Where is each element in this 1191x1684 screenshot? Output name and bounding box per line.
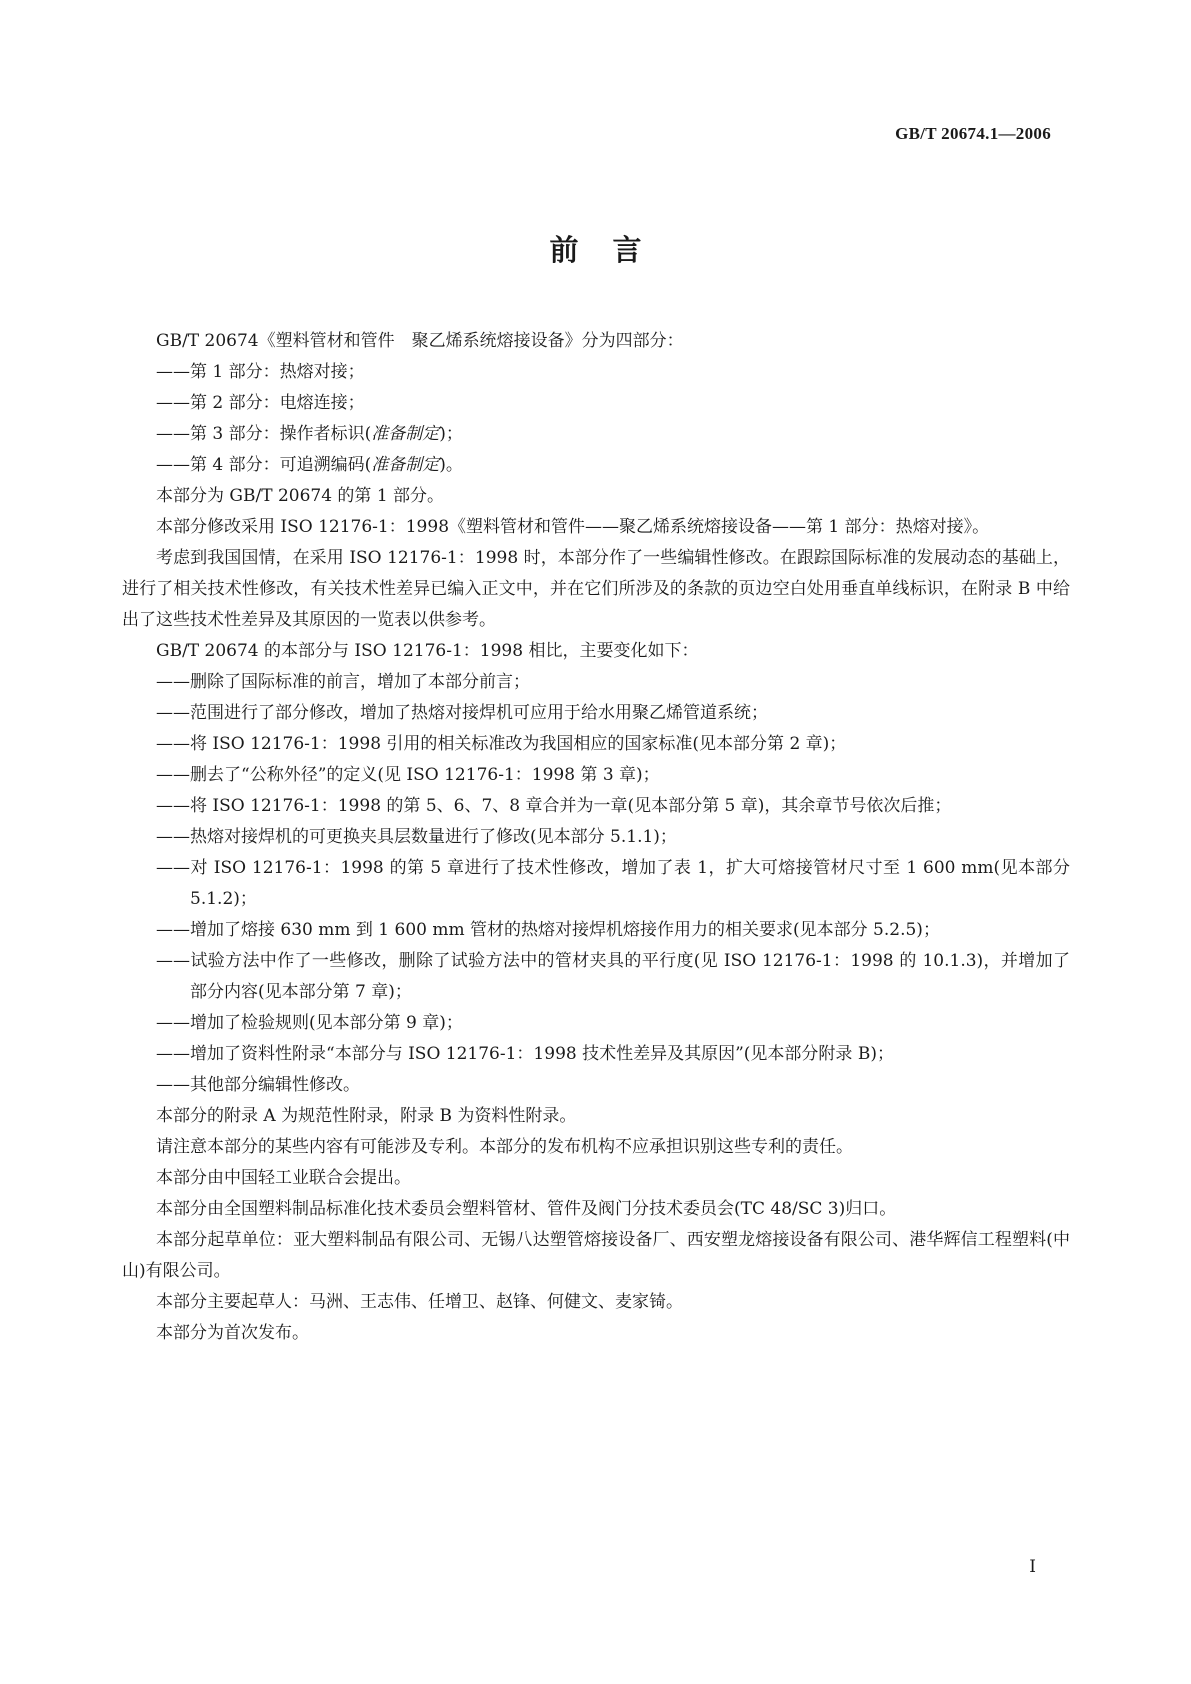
change-item: ——热熔对接焊机的可更换夹具层数量进行了修改(见本部分 5.1.1)； [156,827,677,847]
page-number: I [1029,1557,1036,1577]
foreword-body [122,326,1070,1349]
paragraph: 本部分为 GB/T 20674 的第 1 部分。 [156,486,445,506]
change-item: ——试验方法中作了一些修改，删除了试验方法中的管材夹具的平行度(见 ISO 12176-1：1998 的 10.1.3)，并增加了部分内容(见本部分第 7 章)； [156,951,1070,1002]
change-item: ——删去了“公称外径”的定义(见 ISO 12176-1：1998 第 3 章)； [156,765,660,785]
change-item: ——对 ISO 12176-1：1998 的第 5 章进行了技术性修改，增加了表 1，扩大可熔接管材尺寸至 1 600 mm(见本部分 5.1.2)； [156,858,1070,909]
paragraph: 本部分主要起草人：马洲、王志伟、任增卫、赵锋、何健文、麦家锜。 [156,1292,683,1312]
paragraph: 本部分起草单位：亚大塑料制品有限公司、无锡八达塑管熔接设备厂、西安塑龙熔接设备有限公司、港华辉信工程塑料(中山)有限公司。 [122,1230,1070,1281]
paragraph: 请注意本部分的某些内容有可能涉及专利。本部分的发布机构不应承担识别这些专利的责任。 [156,1137,853,1157]
part-item: ——第 4 部分：可追溯编码(准备制定)。 [156,455,463,475]
change-item: ——增加了熔接 630 mm 到 1 600 mm 管材的热熔对接焊机熔接作用力的相关要求(见本部分 5.2.5)； [156,920,940,940]
paragraph: 本部分修改采用 ISO 12176-1：1998《塑料管材和管件——聚乙烯系统熔接设备——第 1 部分：热熔对接》。 [156,517,990,537]
intro-paragraph: GB/T 20674《塑料管材和管件 聚乙烯系统熔接设备》分为四部分： [156,331,684,351]
page-title: 前言 [549,233,676,267]
change-item: ——其他部分编辑性修改。 [156,1075,360,1095]
change-item: ——删除了国际标准的前言，增加了本部分前言； [156,672,530,692]
change-item: ——将 ISO 12176-1：1998 的第 5、6、7、8 章合并为一章(见本部分第 5 章)，其余章节号依次后推； [156,796,952,816]
standard-code: GB/T 20674.1—2006 [895,124,1051,143]
paragraph: 本部分为首次发布。 [156,1323,309,1343]
change-item: ——增加了资料性附录“本部分与 ISO 12176-1：1998 技术性差异及其原因”(见本部分附录 B)； [156,1044,894,1064]
paragraph: 本部分的附录 A 为规范性附录，附录 B 为资料性附录。 [156,1106,577,1126]
paragraph: 考虑到我国国情，在采用 ISO 12176-1：1998 时，本部分作了一些编辑性修改。在跟踪国际标准的发展动态的基础上，进行了相关技术性修改，有关技术性差异已编入正文中，并在它们所涉及的条款的页边空白处用垂直单线标识，在附录 B 中给出了这些技术性差异及其原因的一览表以供参考。 [122,548,1070,630]
change-item: ——范围进行了部分修改，增加了热熔对接焊机可应用于给水用聚乙烯管道系统； [156,703,768,723]
part-item: ——第 1 部分：热熔对接； [156,362,365,382]
change-item: ——将 ISO 12176-1：1998 引用的相关标准改为我国相应的国家标准(见本部分第 2 章)； [156,734,847,754]
paragraph: 本部分由全国塑料制品标准化技术委员会塑料管材、管件及阀门分技术委员会(TC 48/SC 3)归口。 [156,1199,897,1219]
part-item: ——第 2 部分：电熔连接； [156,393,365,413]
paragraph: GB/T 20674 的本部分与 ISO 12176-1：1998 相比，主要变化如下： [156,641,699,661]
paragraph: 本部分由中国轻工业联合会提出。 [156,1168,411,1188]
change-item: ——增加了检验规则(见本部分第 9 章)； [156,1013,463,1033]
part-item: ——第 3 部分：操作者标识(准备制定)； [156,424,463,444]
